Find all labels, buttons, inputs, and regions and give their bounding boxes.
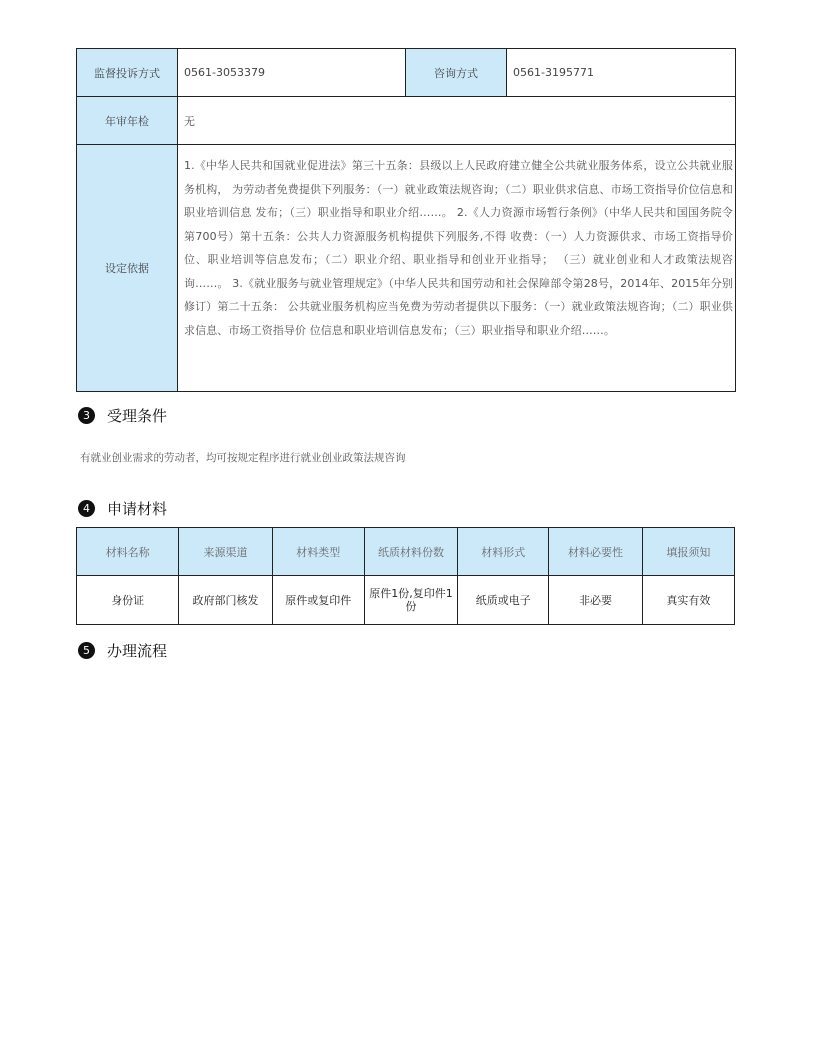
cell-necessity: 非必要 <box>549 576 642 625</box>
materials-header-row <box>77 528 735 576</box>
section-number-3-icon: 3 <box>78 407 95 424</box>
cell-material-name: 身份证 <box>77 576 179 625</box>
section-title: 申请材料 <box>107 500 168 518</box>
cell-material-form: 纸质或电子 <box>458 576 549 625</box>
annual-value: 无 <box>178 97 736 145</box>
section-process <box>78 640 167 661</box>
header-source-channel: 来源渠道 <box>179 528 272 576</box>
cell-source-channel: 政府部门核发 <box>179 576 272 625</box>
cell-paper-copies: 原件1份,复印件1份 <box>364 576 457 625</box>
basis-row <box>77 145 736 392</box>
header-material-name: 材料名称 <box>77 528 179 576</box>
header-necessity: 材料必要性 <box>549 528 642 576</box>
info-table <box>76 48 736 392</box>
header-paper-copies: 纸质材料份数 <box>364 528 457 576</box>
materials-table <box>76 527 735 625</box>
cell-material-type: 原件或复印件 <box>272 576 364 625</box>
complaint-label: 监督投诉方式 <box>77 49 178 97</box>
section-title: 办理流程 <box>107 642 168 660</box>
acceptance-conditions-text: 有就业创业需求的劳动者，均可按规定程序进行就业创业政策法规咨询 <box>80 452 406 464</box>
table-row <box>77 576 735 625</box>
complaint-value: 0561-3053379 <box>178 49 406 97</box>
section-number-5-icon: 5 <box>78 642 95 659</box>
section-acceptance-conditions <box>78 405 167 426</box>
section-number-4-icon: 4 <box>78 500 95 517</box>
annual-label: 年审年检 <box>77 97 178 145</box>
header-material-type: 材料类型 <box>272 528 364 576</box>
section-title: 受理条件 <box>107 407 168 425</box>
section-application-materials <box>78 498 167 519</box>
basis-label: 设定依据 <box>77 145 178 392</box>
complaint-row <box>77 49 736 97</box>
header-material-form: 材料形式 <box>458 528 549 576</box>
annual-row <box>77 97 736 145</box>
basis-text: 1.《中华人民共和国就业促进法》第三十五条：县级以上人民政府建立健全公共就业服务体系，设立公共就业服务机构， 为劳动者免费提供下列服务：（一）就业政策法规咨询；（二）职业供求信息、市场工资指导价位信息和职业培训信息 发布；（三）职业指导和职业介绍……。 2.《人力资源市场暂行条例》（中华人民共和国国务院令第700号）第十五条：公共人力资源服务机构提供下列服务,不得 收费：（一）人力资源供求、市场工资指导价位、职业培训等信息发布；（二）职业介绍、职业指导和创业开业指导； （三）就业创业和人才政策法规咨询……。 3.《就业服务与就业管理规定》（中华人民共和国劳动和社会保障部令第28号，2014年、2015年分别修订）第二十五条： 公共就业服务机构应当免费为劳动者提供以下服务：（一）就业政策法规咨询；（二）职业供求信息、市场工资指导价 位信息和职业培训信息发布；（三）职业指导和职业介绍……。 <box>178 145 736 392</box>
consult-value: 0561-3195771 <box>507 49 736 97</box>
cell-filling-notes: 真实有效 <box>642 576 734 625</box>
header-filling-notes: 填报须知 <box>642 528 734 576</box>
consult-label: 咨询方式 <box>406 49 507 97</box>
